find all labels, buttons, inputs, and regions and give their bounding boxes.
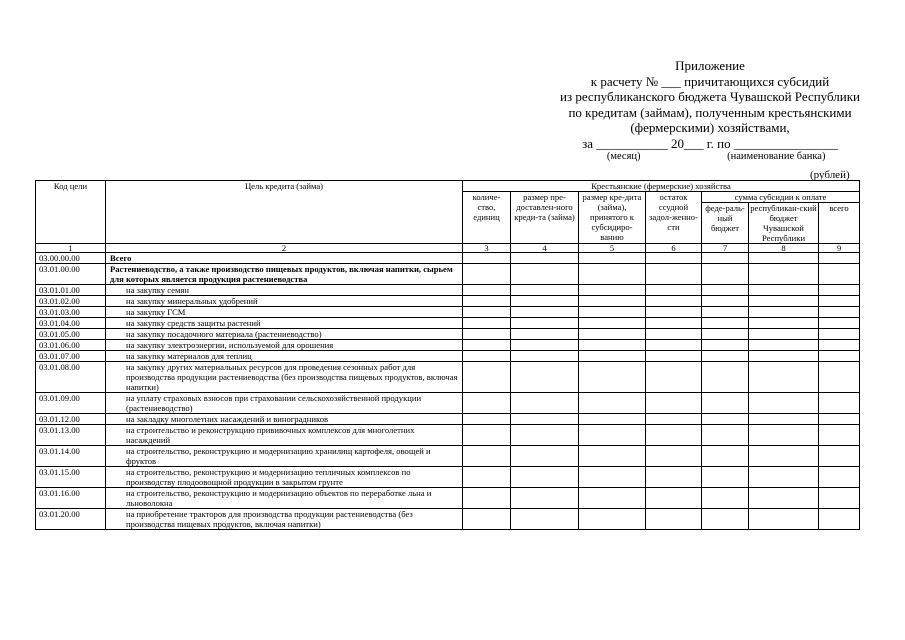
empty-cell[interactable]: [463, 296, 511, 307]
empty-cell[interactable]: [749, 253, 819, 264]
row-goal: на закладку многолетних насаждений и виноградников: [106, 414, 463, 425]
row-goal: на закупку средств защиты растений: [106, 318, 463, 329]
table-row: [36, 351, 860, 362]
empty-cell[interactable]: [749, 285, 819, 296]
empty-cell[interactable]: [579, 340, 646, 351]
header-line-loans: по кредитам (займам), полученным крестьянскими: [568, 104, 852, 120]
empty-cell[interactable]: [749, 362, 819, 393]
empty-cell[interactable]: [511, 318, 579, 329]
empty-cell[interactable]: [646, 340, 702, 351]
empty-cell[interactable]: [702, 488, 749, 509]
row-code: 03.01.05.00: [36, 329, 106, 340]
empty-cell[interactable]: [702, 285, 749, 296]
table-row: [36, 307, 860, 318]
empty-cell[interactable]: [463, 351, 511, 362]
empty-cell[interactable]: [511, 351, 579, 362]
empty-cell[interactable]: [702, 329, 749, 340]
row-goal: на строительство, реконструкцию и модернизацию хранилищ картофеля, овощей и фруктов: [106, 446, 463, 467]
empty-cell[interactable]: [511, 362, 579, 393]
table-body: [36, 253, 860, 530]
empty-cell[interactable]: [463, 393, 511, 414]
col-number: 7: [702, 244, 749, 253]
header-row-1: [36, 181, 860, 192]
empty-cell[interactable]: [463, 488, 511, 509]
row-goal: на закупку минеральных удобрений: [106, 296, 463, 307]
unit-label: (рублей): [810, 169, 850, 181]
empty-cell[interactable]: [749, 414, 819, 425]
col-federal-header: феде-раль-ный бюджет: [702, 203, 749, 244]
empty-cell[interactable]: [646, 307, 702, 318]
empty-cell[interactable]: [702, 253, 749, 264]
empty-cell[interactable]: [463, 264, 511, 285]
empty-cell[interactable]: [819, 446, 860, 467]
row-goal: на строительство, реконструкцию и модернизацию объектов по переработке льна и льноволокна: [106, 488, 463, 509]
col-republic-header: республикан-ский бюджет Чувашской Республики: [750, 203, 817, 243]
row-code: 03.01.14.00: [36, 446, 106, 467]
empty-cell[interactable]: [749, 393, 819, 414]
empty-cell[interactable]: [463, 253, 511, 264]
table-row: [36, 467, 860, 488]
empty-cell[interactable]: [646, 329, 702, 340]
empty-cell[interactable]: [463, 285, 511, 296]
empty-cell[interactable]: [702, 446, 749, 467]
table-row: [36, 340, 860, 351]
empty-cell[interactable]: [819, 414, 860, 425]
empty-cell[interactable]: [702, 414, 749, 425]
table-row: [36, 318, 860, 329]
empty-cell[interactable]: [579, 425, 646, 446]
empty-cell[interactable]: [646, 351, 702, 362]
empty-cell[interactable]: [749, 318, 819, 329]
empty-cell[interactable]: [646, 509, 702, 530]
col-farms-group-header: Крестьянские (фермерские) хозяйства: [463, 181, 860, 192]
empty-cell[interactable]: [511, 509, 579, 530]
col-number: 5: [579, 244, 646, 253]
empty-cell[interactable]: [646, 425, 702, 446]
row-code: 03.01.06.00: [36, 340, 106, 351]
empty-cell[interactable]: [702, 467, 749, 488]
row-goal: на строительство, реконструкцию и модернизацию тепличных комплексов по производству плодоовощной продукции в закрытом грунте: [106, 467, 463, 488]
col-subsidy-group-header: сумма субсидии к оплате: [702, 192, 860, 203]
empty-cell[interactable]: [646, 264, 702, 285]
empty-cell[interactable]: [579, 307, 646, 318]
empty-cell[interactable]: [511, 340, 579, 351]
row-code: 03.01.09.00: [36, 393, 106, 414]
empty-cell[interactable]: [749, 467, 819, 488]
empty-cell[interactable]: [702, 318, 749, 329]
empty-cell[interactable]: [646, 318, 702, 329]
empty-cell[interactable]: [463, 509, 511, 530]
empty-cell[interactable]: [749, 351, 819, 362]
empty-cell[interactable]: [579, 488, 646, 509]
subsidy-table: [35, 180, 860, 530]
row-code: 03.01.01.00: [36, 285, 106, 296]
row-goal: Растениеводство, а также производство пищевых продуктов, включая напитки, сырьем для которых является продукция растениеводства: [106, 264, 463, 285]
empty-cell[interactable]: [463, 446, 511, 467]
table-row: [36, 446, 860, 467]
row-code: 03.01.00.00: [36, 264, 106, 285]
empty-cell[interactable]: [579, 393, 646, 414]
empty-cell[interactable]: [819, 488, 860, 509]
empty-cell[interactable]: [646, 362, 702, 393]
row-code: 03.01.15.00: [36, 467, 106, 488]
empty-cell[interactable]: [579, 318, 646, 329]
header-line-appendix: Приложение: [675, 58, 745, 73]
row-code: 03.01.03.00: [36, 307, 106, 318]
empty-cell[interactable]: [463, 425, 511, 446]
empty-cell[interactable]: [579, 285, 646, 296]
header-line-period: за ___________ 20___ г. по ________________: [582, 135, 838, 151]
header-line-calc: к расчету № ___ причитающихся субсидий: [590, 73, 830, 89]
empty-cell[interactable]: [819, 340, 860, 351]
empty-cell[interactable]: [511, 467, 579, 488]
empty-cell[interactable]: [702, 351, 749, 362]
empty-cell[interactable]: [702, 393, 749, 414]
empty-cell[interactable]: [819, 296, 860, 307]
empty-cell[interactable]: [511, 264, 579, 285]
col-code-header: Код цели: [36, 181, 106, 244]
empty-cell[interactable]: [646, 488, 702, 509]
empty-cell[interactable]: [749, 425, 819, 446]
col-number: 6: [646, 244, 702, 253]
empty-cell[interactable]: [749, 264, 819, 285]
month-label: (месяц): [606, 151, 641, 162]
row-code: 03.01.20.00: [36, 509, 106, 530]
empty-cell[interactable]: [702, 509, 749, 530]
empty-cell[interactable]: [819, 362, 860, 393]
empty-cell[interactable]: [819, 264, 860, 285]
col-goal-header: Цель кредита (займа): [106, 181, 463, 244]
col-number: 3: [463, 244, 511, 253]
empty-cell[interactable]: [511, 296, 579, 307]
empty-cell[interactable]: [819, 509, 860, 530]
row-code: 03.01.07.00: [36, 351, 106, 362]
empty-cell[interactable]: [702, 296, 749, 307]
col-total-header: всего: [819, 203, 860, 244]
table-row: [36, 296, 860, 307]
empty-cell[interactable]: [511, 446, 579, 467]
empty-cell[interactable]: [702, 425, 749, 446]
row-goal: на уплату страховых взносов при страховании сельскохозяйственной продукции (растениеводство): [106, 393, 463, 414]
col-number: 2: [106, 244, 463, 253]
empty-cell[interactable]: [579, 253, 646, 264]
empty-cell[interactable]: [579, 446, 646, 467]
row-code: 03.01.12.00: [36, 414, 106, 425]
row-goal: на закупку электроэнергии, используемой для орошения: [106, 340, 463, 351]
empty-cell[interactable]: [463, 414, 511, 425]
empty-cell[interactable]: [511, 285, 579, 296]
col-debt-balance-header: остаток ссудной задол-женно-сти: [646, 192, 702, 244]
col-loan-accepted-header: размер кре-дита (займа), принятого к субсидиро-ванию: [579, 192, 646, 244]
empty-cell[interactable]: [463, 362, 511, 393]
empty-cell[interactable]: [749, 296, 819, 307]
row-goal: на приобретение тракторов для производства продукции растениеводства (без производства пищевых продуктов, включая напитки): [106, 509, 463, 530]
empty-cell[interactable]: [749, 509, 819, 530]
empty-cell[interactable]: [819, 393, 860, 414]
table-row: [36, 253, 860, 264]
empty-cell[interactable]: [463, 467, 511, 488]
empty-cell[interactable]: [579, 329, 646, 340]
empty-cell[interactable]: [579, 351, 646, 362]
empty-cell[interactable]: [646, 467, 702, 488]
empty-cell[interactable]: [819, 285, 860, 296]
empty-cell[interactable]: [579, 509, 646, 530]
empty-cell[interactable]: [749, 446, 819, 467]
empty-cell[interactable]: [463, 329, 511, 340]
empty-cell[interactable]: [749, 329, 819, 340]
col-loan-size-header: размер пре-доставлен-ного креди-та (займа): [511, 192, 579, 244]
empty-cell[interactable]: [702, 362, 749, 393]
empty-cell[interactable]: [819, 467, 860, 488]
empty-cell[interactable]: [511, 414, 579, 425]
table-row: [36, 329, 860, 340]
empty-cell[interactable]: [511, 488, 579, 509]
empty-cell[interactable]: [511, 393, 579, 414]
row-goal: на закупку материалов для теплиц: [106, 351, 463, 362]
row-code: 03.01.16.00: [36, 488, 106, 509]
empty-cell[interactable]: [646, 296, 702, 307]
header-sublabels: [555, 151, 865, 162]
column-numbers-row: [36, 244, 860, 253]
table-row: [36, 414, 860, 425]
header-line-budget: из республиканского бюджета Чувашской Республики: [559, 89, 861, 104]
empty-cell[interactable]: [702, 340, 749, 351]
col-quantity-header: количе-ство, единиц: [463, 192, 511, 244]
empty-cell[interactable]: [702, 307, 749, 318]
bank-label: (наименование банка): [727, 151, 826, 162]
table-row: [36, 264, 860, 285]
empty-cell[interactable]: [819, 329, 860, 340]
empty-cell[interactable]: [463, 340, 511, 351]
empty-cell[interactable]: [511, 307, 579, 318]
table-row: [36, 509, 860, 530]
empty-cell[interactable]: [749, 307, 819, 318]
empty-cell[interactable]: [463, 307, 511, 318]
row-code: 03.01.08.00: [36, 362, 106, 393]
row-code: 03.01.04.00: [36, 318, 106, 329]
row-goal: на закупку других материальных ресурсов для проведения сезонных работ для производства продукции растениеводства (без производства пищевых продуктов, включая напитки): [106, 362, 463, 393]
empty-cell[interactable]: [749, 340, 819, 351]
empty-cell[interactable]: [646, 446, 702, 467]
empty-cell[interactable]: [579, 414, 646, 425]
row-goal: Всего: [106, 253, 463, 264]
table-row: [36, 362, 860, 393]
col-number: 8: [749, 244, 819, 253]
table-row: [36, 488, 860, 509]
row-goal: на закупку посадочного материала (растениеводство): [106, 329, 463, 340]
empty-cell[interactable]: [819, 253, 860, 264]
empty-cell[interactable]: [646, 414, 702, 425]
row-goal: на закупку ГСМ: [106, 307, 463, 318]
empty-cell[interactable]: [749, 488, 819, 509]
table-row: [36, 393, 860, 414]
empty-cell[interactable]: [646, 285, 702, 296]
empty-cell[interactable]: [579, 296, 646, 307]
table-row: [36, 425, 860, 446]
row-code: 03.00.00.00: [36, 253, 106, 264]
empty-cell[interactable]: [511, 329, 579, 340]
empty-cell[interactable]: [511, 253, 579, 264]
empty-cell[interactable]: [579, 264, 646, 285]
empty-cell[interactable]: [579, 467, 646, 488]
row-goal: на закупку семян: [106, 285, 463, 296]
row-code: 03.01.13.00: [36, 425, 106, 446]
empty-cell[interactable]: [511, 425, 579, 446]
empty-cell[interactable]: [463, 318, 511, 329]
col-number: 1: [36, 244, 106, 253]
empty-cell[interactable]: [819, 425, 860, 446]
empty-cell[interactable]: [819, 318, 860, 329]
empty-cell[interactable]: [702, 264, 749, 285]
empty-cell[interactable]: [819, 351, 860, 362]
table-row: [36, 285, 860, 296]
document-header: [555, 58, 865, 162]
row-goal: на строительство и реконструкцию прививочных комплексов для многолетних насаждений: [106, 425, 463, 446]
empty-cell[interactable]: [646, 393, 702, 414]
col-number: 4: [511, 244, 579, 253]
empty-cell[interactable]: [646, 253, 702, 264]
header-line-farms: (фермерскими) хозяйствами,: [630, 120, 790, 135]
row-code: 03.01.02.00: [36, 296, 106, 307]
col-number: 9: [819, 244, 860, 253]
empty-cell[interactable]: [819, 307, 860, 318]
empty-cell[interactable]: [579, 362, 646, 393]
